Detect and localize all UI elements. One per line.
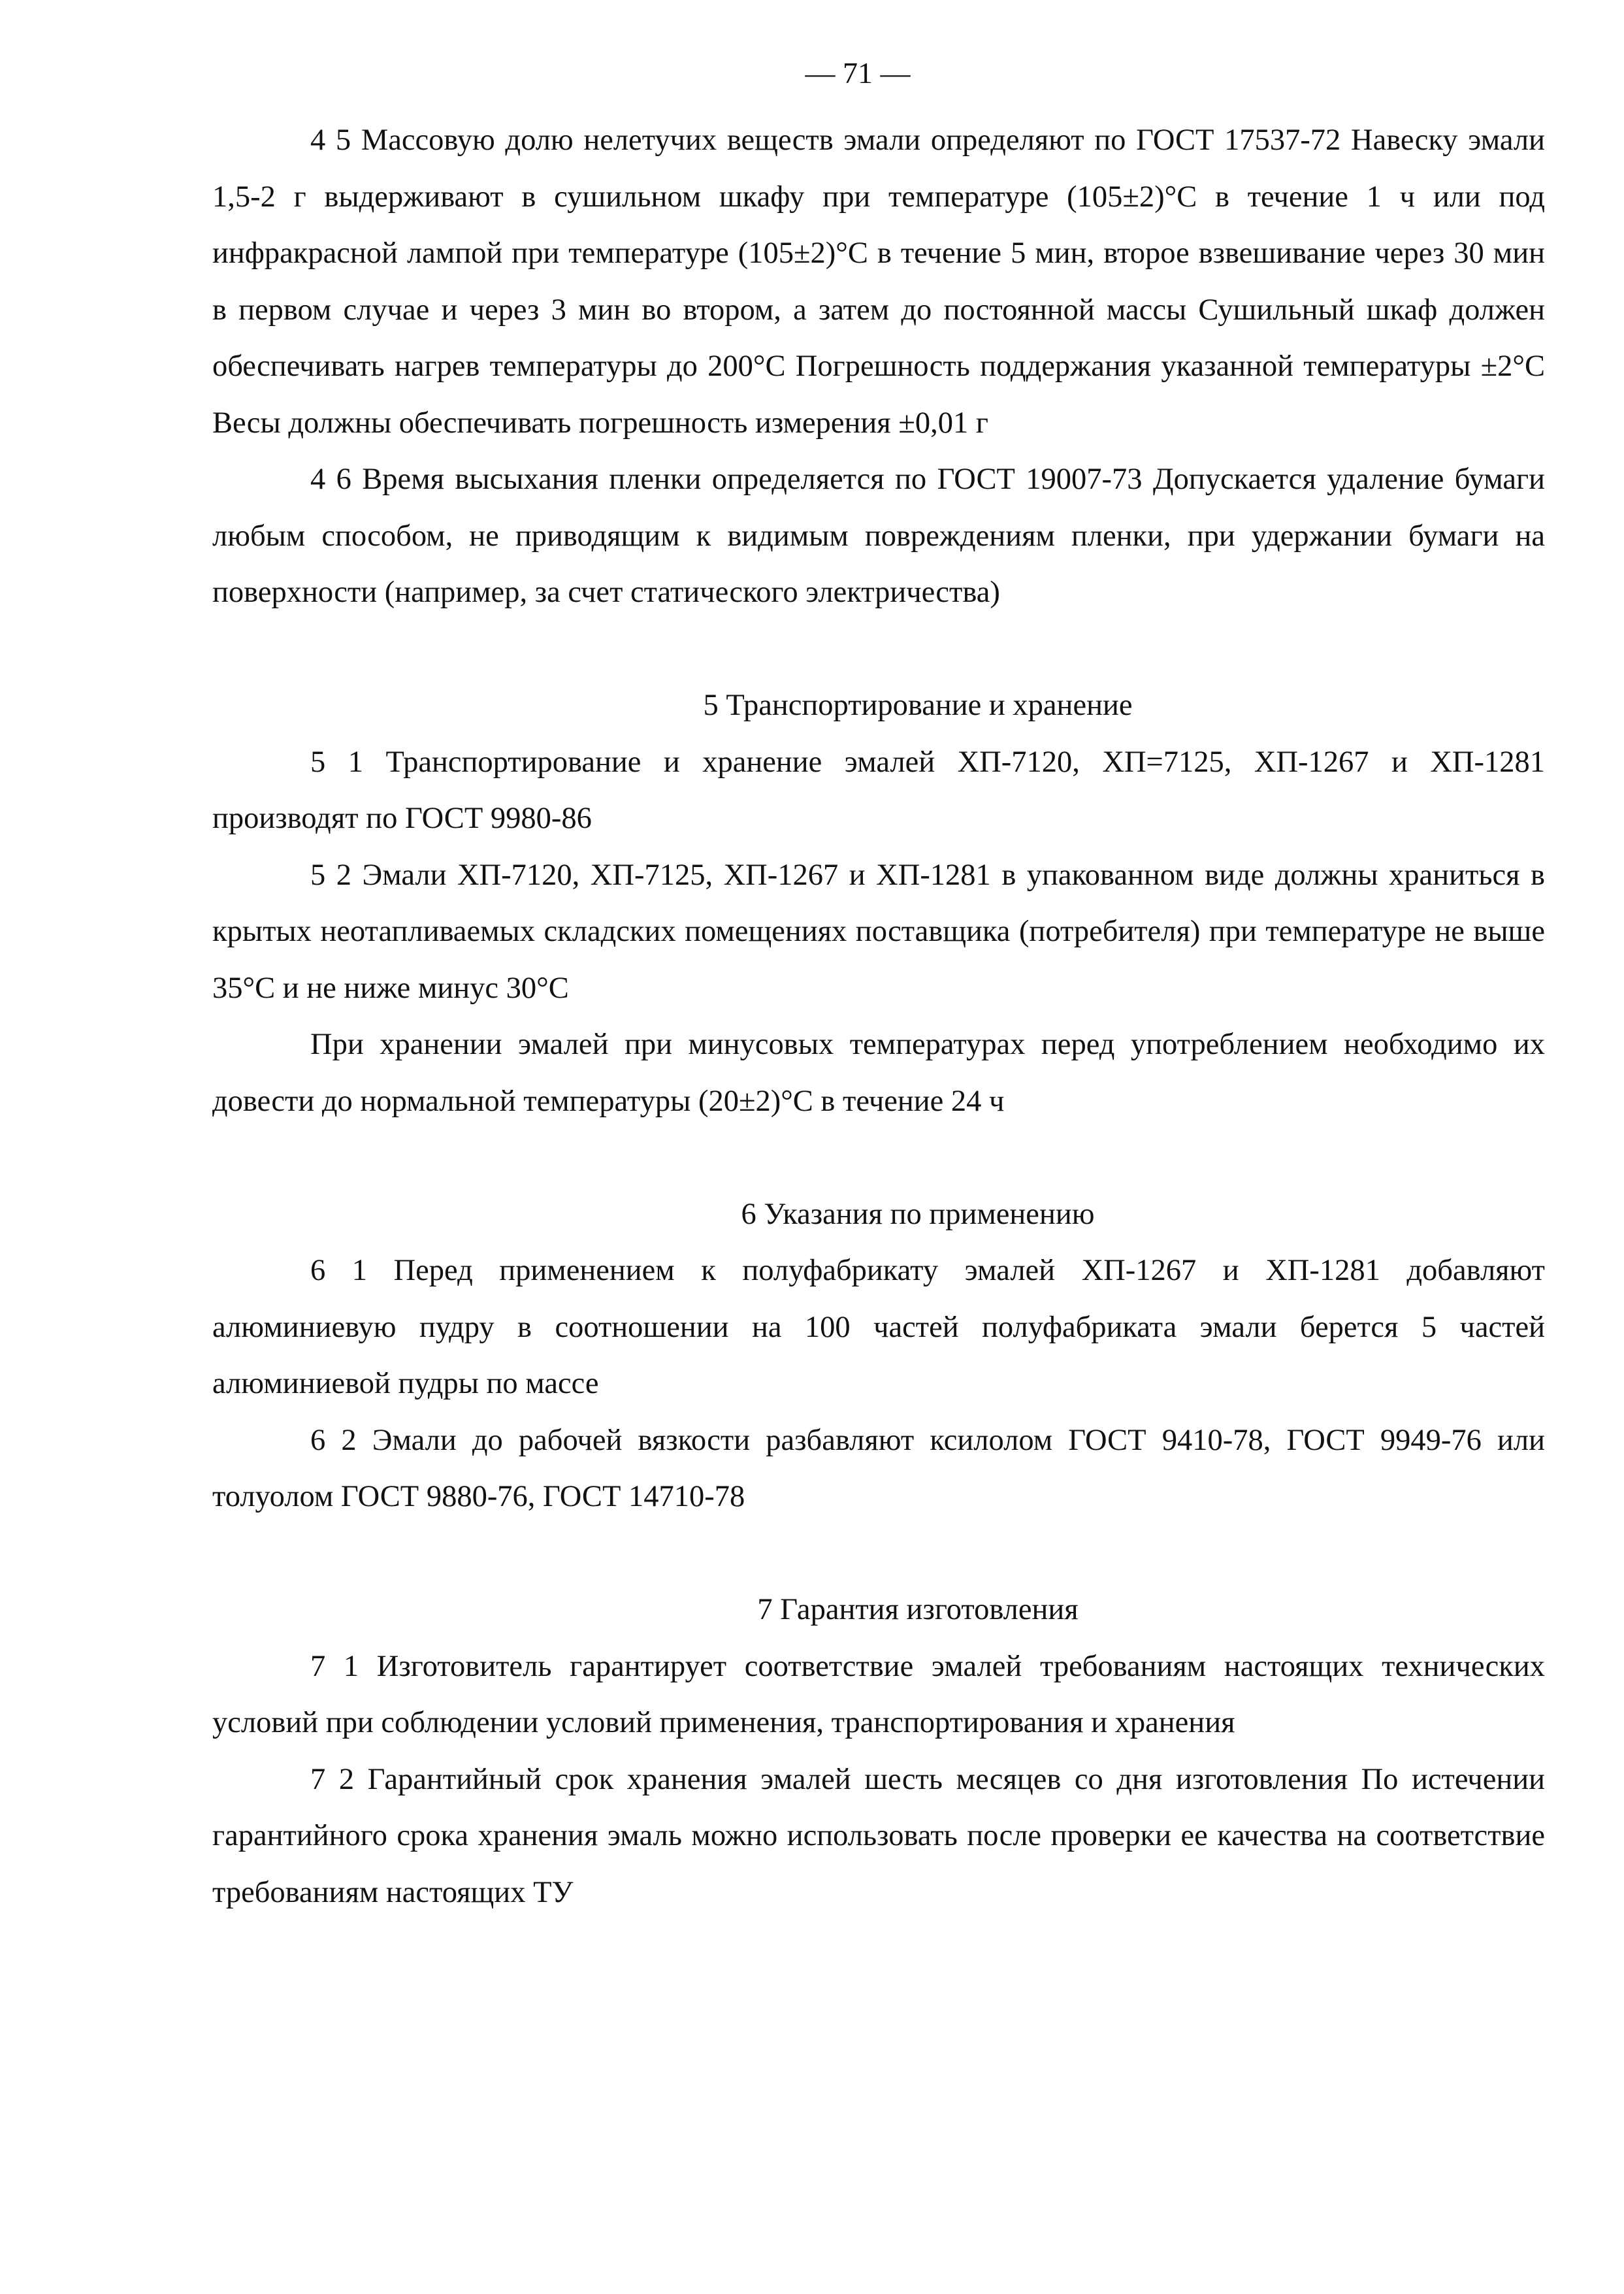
paragraph-5-3: При хранении эмалей при минусовых температурах перед употреблением необходимо их довести до нормальной температуры (20±2)°С в течение 24 ч	[212, 1028, 1545, 1118]
section-heading-7: 7 Гарантия изготовления	[757, 1593, 1079, 1626]
paragraph-4-6: 4 6 Время высыхания пленки определяется по ГОСТ 19007-73 Допускается удаление бумаги любым способом, не приводящим к видимым повреждениям пленки, при удержании бумаги на поверхности (например, за счет статического электричества)	[212, 463, 1545, 609]
document-body	[212, 112, 1545, 1921]
paragraph-5-2: 5 2 Эмали ХП-7120, ХП-7125, ХП-1267 и ХП-1281 в упакованном виде должны храниться в крытых неотапливаемых складских помещениях поставщика (потребителя) при температуре не выше 35°С и не ниже минус 30°С	[212, 858, 1545, 1005]
paragraph-6-1: 6 1 Перед применением к полуфабрикату эмалей ХП-1267 и ХП-1281 добавляют алюминиевую пудру в соотношении на 100 частей полуфабриката эмали берется 5 частей алюминиевой пудры по массе	[212, 1254, 1545, 1400]
paragraph-5-1: 5 1 Транспортирование и хранение эмалей ХП-7120, ХП=7125, ХП-1267 и ХП-1281 производят по ГОСТ 9980-86	[212, 745, 1545, 835]
page-number: — 71 —	[805, 56, 911, 90]
section-heading-6: 6 Указания по применению	[741, 1197, 1095, 1231]
section-heading-5: 5 Транспортирование и хранение	[703, 689, 1133, 722]
paragraph-4-5: 4 5 Массовую долю нелетучих веществ эмали определяют по ГОСТ 17537-72 Навеску эмали 1,5-2 г выдерживают в сушильном шкафу при температуре (105±2)°С в течение 1 ч или под инфракрасной лампой при температуре (105±2)°С в течение 5 мин, второе взвешивание через 30 мин в первом случае и через 3 мин во втором, а затем до постоянной массы Сушильный шкаф должен обеспечивать нагрев температуры до 200°С Погрешность поддержания указанной температуры ±2°С Весы должны обеспечивать погрешность измерения ±0,01 г	[212, 123, 1545, 440]
paragraph-7-1: 7 1 Изготовитель гарантирует соответствие эмалей требованиям настоящих технических условий при соблюдении условий применения, транспортирования и хранения	[212, 1649, 1545, 1739]
paragraph-6-2: 6 2 Эмали до рабочей вязкости разбавляют ксилолом ГОСТ 9410-78, ГОСТ 9949-76 или толуолом ГОСТ 9880-76, ГОСТ 14710-78	[212, 1423, 1545, 1513]
paragraph-7-2: 7 2 Гарантийный срок хранения эмалей шесть месяцев со дня изготовления По истечении гарантийного срока хранения эмаль можно использовать после проверки ее качества на соответствие требованиям настоящих ТУ	[212, 1762, 1545, 1909]
